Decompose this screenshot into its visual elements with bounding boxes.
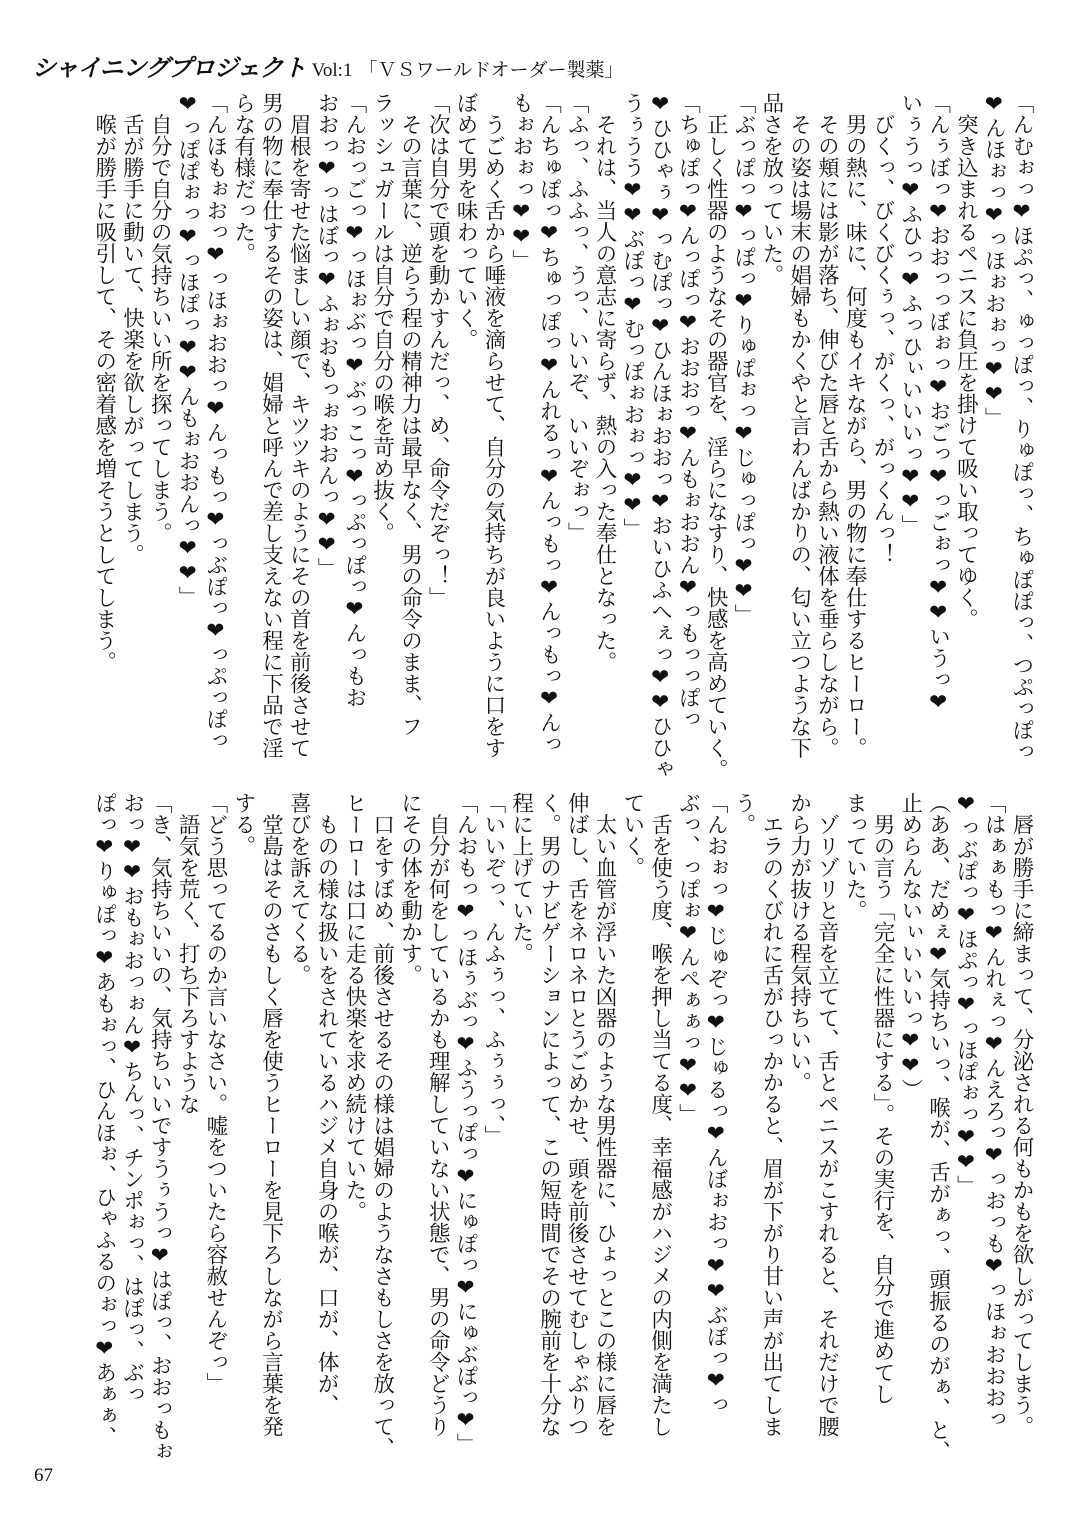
chapter-title: 「ＶＳワールドオーダー製薬」 bbox=[358, 59, 624, 81]
text-line: らな有様だった。 bbox=[230, 92, 256, 264]
text-line: それは、当人の意志に寄らず、熱の入った奉仕となった。 bbox=[592, 92, 618, 673]
text-line: 男の熱に、味に、何度もイキながら、男の物に奉仕するヒーロー。 bbox=[842, 92, 868, 759]
text-line: 「ふっ、ふふっ、うっ、いいぞ、いいぞぉっ」 bbox=[564, 92, 590, 544]
text-line: 堂島はそのさもしく唇を使うヒーローを見下ろしながら言葉を発 bbox=[258, 792, 284, 1437]
text-line: うごめく舌から唾液を滴らせて、自分の気持ちが良いように口をす bbox=[480, 92, 506, 759]
running-header bbox=[32, 48, 624, 83]
text-line: その頬には影が落ち、伸びた唇と舌から熱い液体を垂らしながら。 bbox=[814, 92, 840, 759]
text-line: その言葉に、逆らう程の精神力は最早なく、男の命令のまま、フ bbox=[397, 92, 423, 737]
text-line: まっていた。 bbox=[842, 792, 868, 921]
text-line: う。 bbox=[731, 792, 757, 835]
text-line: 品さを放っていた。 bbox=[758, 92, 784, 286]
text-line: ラッシュガールは自分で自分の喉を苛め抜く。 bbox=[369, 92, 395, 544]
text-line: から力が抜ける程気持ちいい。 bbox=[786, 792, 812, 1093]
text-line: 舌を使う度、喉を押し当てる度、幸福感がハジメの内側を満たし bbox=[647, 792, 673, 1437]
text-line: ぼめて男を味わっていく。 bbox=[453, 92, 479, 350]
text-line: いぅうっ❤ふひっ❤ふっひぃいいいっ❤❤」 bbox=[897, 92, 923, 536]
text-line: ❤っぶぽっ❤ほぷっ❤っほぽぉっ❤❤」 bbox=[953, 792, 979, 1197]
text-line: 太い血管が浮いた凶器のような男性器に、ひょっとこの様に唇を bbox=[592, 792, 618, 1437]
text-line: 語気を荒く、打ち下ろすような bbox=[175, 792, 201, 1115]
top-text-block bbox=[90, 92, 1035, 780]
text-line: エラのくびれに舌がひっかかると、眉が下がり甘い声が出てしま bbox=[758, 792, 784, 1437]
text-line: ゾリゾリと音を立てて、舌とペニスがこすれると、それだけで腰 bbox=[814, 792, 840, 1437]
text-line: ヒーローは口に走る快楽を求め続けていた。 bbox=[341, 792, 367, 1222]
text-line: ❤んほぉっ❤っほぉおぉっ❤❤」 bbox=[981, 92, 1007, 429]
text-line: ものの様な扱いをされているハジメ自身の喉が、口が、体が、 bbox=[314, 792, 340, 1416]
text-line: にその体を動かす。 bbox=[397, 792, 423, 986]
text-line: く。男のナビゲーションによって、この短時間でその腕前を十分な bbox=[536, 792, 562, 1437]
text-line: もぉおぉっ❤❤」 bbox=[508, 92, 534, 271]
bottom-text-block bbox=[90, 792, 1035, 1462]
text-line: ❤ひひゃぅ❤っむぽっ❤ひんほぉおおっ❤おいひふへぇっ❤❤ひひゃ bbox=[647, 92, 673, 780]
volume-label: Vol:1 bbox=[311, 60, 353, 81]
text-line: 「き、気持ちいいの、気持ちいいですうぅうっ❤はぽっ、おおっもぉ bbox=[147, 792, 173, 1462]
text-line: 自分が何をしているかも理解していない状態で、男の命令どうり bbox=[425, 792, 451, 1437]
text-line: 「ちゅぽっ❤んっぽっ❤おおおっ❤んもぉおおん❤っもっっぽっ bbox=[675, 92, 701, 730]
text-line: おおっ❤っはぼっ❤ふぉおもっぉおおんっ❤❤」 bbox=[314, 92, 340, 579]
text-line: 「んむぉっ❤ほぷっ、ゅっぽっ、りゅぽっ、ちゅぽぽっ、つぷっぽっ bbox=[1009, 92, 1034, 762]
text-line: （ああ、だめぇ❤気持ちいっ、喉が、舌がぁっ、頭振るのがぁ、と、 bbox=[925, 792, 951, 1462]
text-line: 正しく性器のようなその器官を、淫らになすり、快感を高めていく。 bbox=[703, 92, 729, 780]
text-line: ぶっ、っぽぉ❤んぺぁぁっ❤❤」 bbox=[675, 792, 701, 1125]
text-line: 喉が勝手に吸引して、その密着感を増そうとしてしまう。 bbox=[91, 92, 117, 673]
text-line: 唇が勝手に締まって、分泌される何もかもを欲しがってしまう。 bbox=[1009, 792, 1034, 1437]
text-line: おっ❤❤おもぉおっぉん❤ちんっ、チンポぉっ、はぽっ、ぶっ bbox=[119, 792, 145, 1405]
text-line: ❤っぽぽぉっ❤っほぽっ❤❤んもぉおおんっ❤❤」 bbox=[175, 92, 201, 608]
page-number: 67 bbox=[34, 1465, 53, 1486]
text-line: 「んおぉっ❤じゅぞっ❤じゅるっ❤んぼぉおっ❤❤ぶぽっ❤っ bbox=[703, 792, 729, 1415]
text-line: うぅうう❤❤ぶぽっ❤むっぽぉおぉっ❤❤」 bbox=[619, 92, 645, 540]
text-line: ぽっ❤りゅぽっ❤あもぉっ、ひんほぉ、ひゃふるのぉっ❤あぁぁ、 bbox=[91, 792, 117, 1448]
text-line: 「いいぞっ、んふぅっ、ふぅぅっ、」 bbox=[480, 792, 506, 1147]
text-line: 自分で自分の気持ちいい所を探ってしまう。 bbox=[147, 92, 173, 544]
text-line: 程に上げていた。 bbox=[508, 792, 534, 964]
text-line: 「ぶっぽっ❤っぽっ❤りゅぽぉっ❤じゅっぽっ❤❤」 bbox=[731, 92, 757, 626]
text-line: 眉根を寄せた悩ましい顔で、キツツキのようにその首を前後させて bbox=[286, 92, 312, 759]
series-title: シャイニングプロジェクト bbox=[32, 54, 306, 82]
text-line: する。 bbox=[230, 792, 256, 857]
text-line: 「んほもぉおっ❤っほぉおおっ❤んっもっ❤っぶぽっ❤っぷっぽっ bbox=[202, 92, 228, 751]
text-line: 男の言う「完全に性器にする」。その実行を、自分で進めてし bbox=[870, 792, 896, 1405]
text-line: ていく。 bbox=[619, 792, 645, 878]
text-line: 「次は自分で頭を動かすんだっ、め、命令だぞっ！」 bbox=[425, 92, 451, 608]
text-line: 「んおっごっ❤っほぉぶっ❤ぶっこっ❤っぷっぽっ❤んっもお bbox=[341, 92, 367, 708]
text-line: 突き込まれるペニスに負圧を掛けて吸い取ってゆく。 bbox=[953, 92, 979, 630]
text-line: 「んぅぼっ❤おおっっぼぉっ❤おごっ❤っごぉっ❤❤いうっ❤ bbox=[925, 92, 951, 715]
text-line: 「んちゅぽっ❤ちゅっぽっ❤んれるっ❤んっもっ❤んっもっ❤んっ bbox=[536, 92, 562, 755]
text-line: その姿は場末の娼婦もかくやと言わんばかりの、匂い立つような下 bbox=[786, 92, 812, 759]
text-line: びくっ、びくびくぅっ、がくっ、がっくんっ！ bbox=[870, 92, 896, 565]
text-line: 「んおもっ❤っほぅぶっ❤ふうっぽっ❤にゅぽっ❤にゅぶぽっ❤」 bbox=[453, 792, 479, 1455]
text-line: 「どう思ってるのか言いなさい。嘘をついたら容赦せんぞっ」 bbox=[202, 792, 228, 1394]
text-line: 舌が勝手に動いて、快楽を欲しがってしまう。 bbox=[119, 92, 145, 565]
text-line: 男の物に奉仕するその姿は、娼婦と呼んで差し支えない程に下品で淫 bbox=[258, 92, 284, 759]
text-line: 伸ばし、舌をネロネロとうごめかせ、頭を前後させてむしゃぶりつ bbox=[564, 792, 590, 1437]
text-line: 止めらんないぃいいいっ❤❤） bbox=[897, 792, 923, 1100]
text-line: 口をすぼめ、前後させるその様は娼婦のようなさもしさを放って、 bbox=[369, 792, 395, 1459]
text-line: 「はぁぁもっ❤んれぇっ❤んえろっ❤っおっも❤っほぉおおおっ bbox=[981, 792, 1007, 1430]
text-line: 喜びを訴えてくる。 bbox=[286, 792, 312, 986]
